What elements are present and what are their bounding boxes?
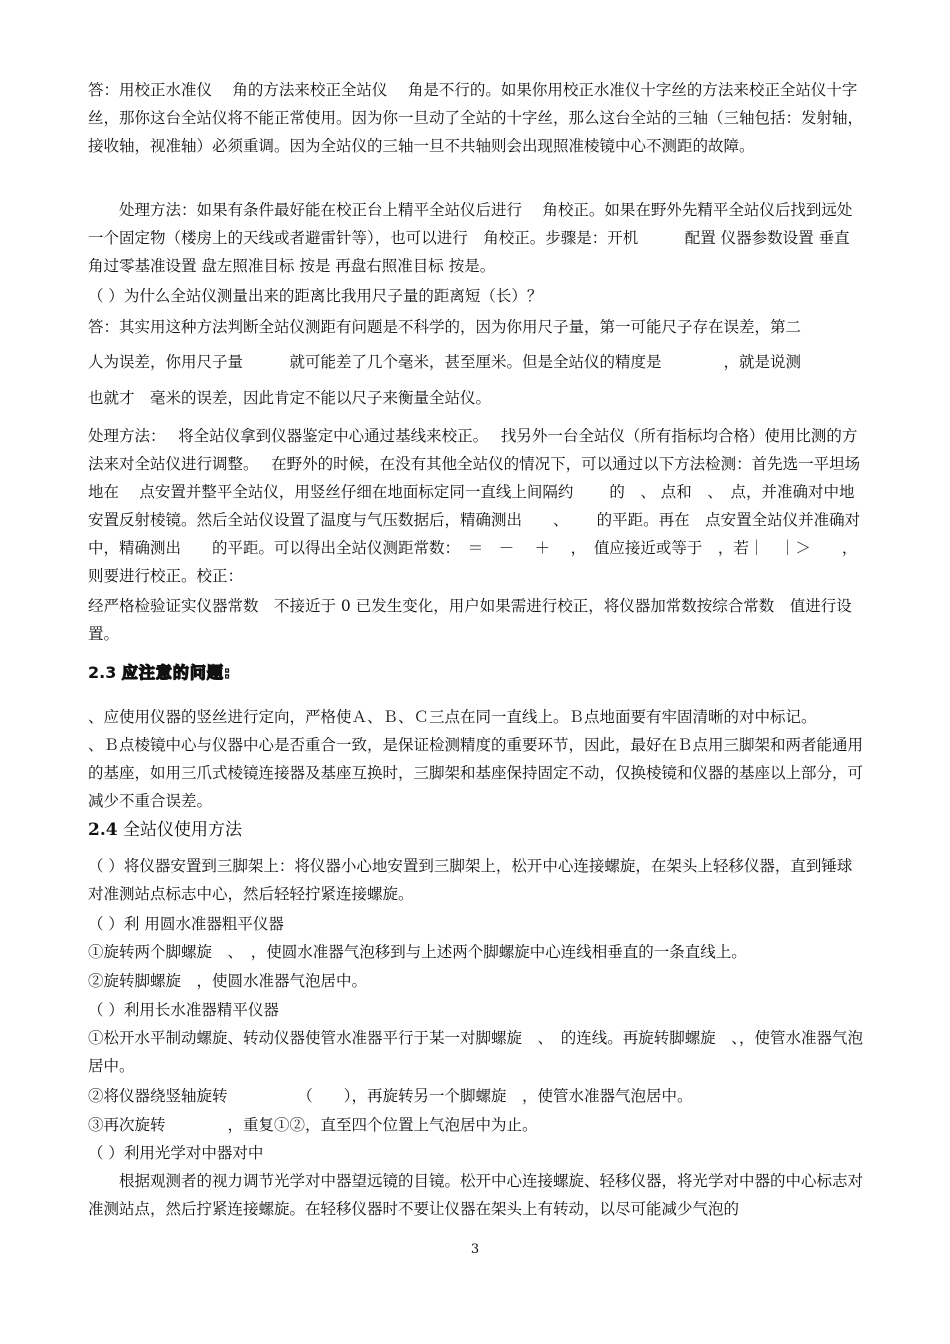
step-4a: 根据观测者的视力调节光学对中器望远镜的目镜。松开中心连接螺旋、轻移仪器，将光学对中器的中心标志对准测站点，然后拧紧连接螺旋。在轻移仪器时不要让仪器在架头上有转动，以尽可能减少气泡的 — [88, 1172, 864, 1218]
step-3b: ②将仪器绕竖轴旋转 （ ），再旋转另一个脚螺旋 ，使管水准器气泡居中。 — [88, 1087, 693, 1105]
note-1: 、应使用仪器的竖丝进行定向，严格使Ａ、Ｂ、Ｃ三点在同一直线上。Ｂ点地面要有牢固清晰的对中标记。 — [88, 708, 817, 726]
page-number: 3 — [470, 1242, 480, 1257]
step-4: （ ）利用光学对中器对中 — [88, 1144, 264, 1162]
method-paragraph-1: 处理方法：如果有条件最好能在校正台上精平全站仪后进行 角校正。如果在野外先精平全站仪后找到远处一个固定物（楼房上的天线或者避雷针等），也可以进行 角校正。步骤是：开机 配置 仪器参数设置 垂直角过零基准设置 盘左照准目标 按是 再盘右照准目标 按是。 — [88, 201, 853, 275]
method-paragraph-2b: 经严格检验证实仪器常数 不接近于 0 已发生变化，用户如果需进行校正，将仪器加常数按综合常数 值进行设置。 — [88, 597, 852, 643]
section-heading-2-4 — [88, 815, 242, 840]
section-number: 2.4 — [88, 820, 118, 840]
step-3: （ ）利用长水准器精平仪器 — [88, 1001, 279, 1019]
step-3a: ①松开水平制动螺旋、转动仪器使管水准器平行于某一对脚螺旋 、 的连线。再旋转脚螺旋 、，使管水准器气泡居中。 — [88, 1029, 864, 1075]
section-title: 应注意的问题: — [121, 663, 232, 682]
question-2: （ ）为什么全站仪测量出来的距离比我用尺子量的距离短（长）？ — [88, 287, 543, 305]
answer-paragraph-1: 答：用校正水准仪 角的方法来校正全站仪 角是不行的。如果你用校正水准仪十字丝的方法来校正全站仪十字丝，那你这台全站仪将不能正常使用。因为你一旦动了全站的十字丝，那么这台全站的三轴（三轴包括：发射轴，接收轴，视准轴）必须重调。因为全站仪的三轴一旦不共轴则会出现照准棱镜中心不测距的故障。 — [88, 81, 864, 155]
answer-paragraph-2c: 也就才 毫米的误差，因此肯定不能以尺子来衡量全站仪。 — [88, 389, 492, 407]
section-title: 全站仪使用方法 — [122, 820, 242, 840]
step-2b: ②旋转脚螺旋 ，使圆水准器气泡居中。 — [88, 972, 368, 990]
step-3c: ③再次旋转 ，重复①②，直至四个位置上气泡居中为止。 — [88, 1116, 538, 1134]
section-number: 2.3 — [88, 663, 117, 682]
step-1: （ ）将仪器安置到三脚架上：将仪器小心地安置到三脚架上，松开中心连接螺旋，在架头上轻移仪器，直到锤球对准测站点标志中心，然后轻轻拧紧连接螺旋。 — [88, 857, 853, 903]
section-heading-2-3 — [88, 660, 231, 683]
method-paragraph-2: 处理方法： 将全站仪拿到仪器鉴定中心通过基线来校正。 找另外一台全站仪（所有指标均合格）使用比测的方法来对全站仪进行调整。 在野外的时候，在没有其他全站仪的情况下，可以通过以下方法检测：首先选一平坦场地在 点安置并整平全站仪，用竖丝仔细在地面标定同一直线上间隔约 的 、 点和 、 点，并准确对中地安置反射棱镜。然后全站仪设置了温度与气压数据后，精确测出 、 的平距。再在 点安置全站仪并准确对中，精确测出 的平距。可以得出全站仪测距常数： ＝ － ＋ ， 值应接近或等于 ，若｜ ｜＞ ，则要进行校正。校正： — [88, 427, 861, 585]
note-2: 、Ｂ点棱镜中心与仪器中心是否重合一致，是保证检测精度的重要环节，因此，最好在Ｂ点用三脚架和两者能通用的基座，如用三爪式棱镜连接器及基座互换时，三脚架和基座保持固定不动，仅换棱镜和仪器的基座以上部分，可减少不重合误差。 — [88, 736, 864, 810]
step-2: （ ）利 用圆水准器粗平仪器 — [88, 915, 284, 933]
answer-paragraph-2b: 人为误差，你用尺子量 就可能差了几个毫米，甚至厘米。但是全站仪的精度是 ，就是说测 — [88, 353, 802, 371]
step-2a: ①旋转两个脚螺旋 、 ，使圆水准器气泡移到与上述两个脚螺旋中心连线相垂直的一条直线上。 — [88, 943, 747, 961]
answer-paragraph-2a: 答：其实用这种方法判断全站仪测距有问题是不科学的，因为你用尺子量，第一可能尺子存在误差，第二 — [88, 318, 802, 336]
